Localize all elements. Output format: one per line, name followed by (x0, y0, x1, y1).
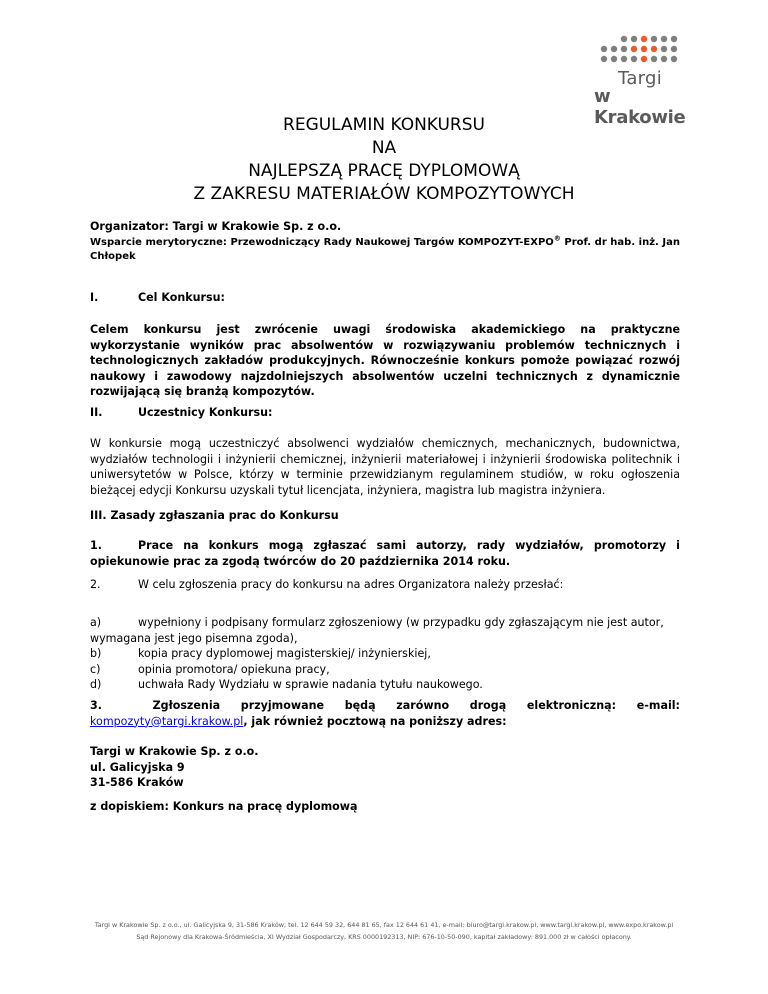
point-3-word: zarówno (396, 699, 450, 712)
point-3-first-line (90, 698, 680, 714)
section-1-number: I. (90, 291, 99, 304)
support-suffix: Prof. dr hab. inż. Jan Chłopek (90, 237, 680, 262)
footer-line-2: Sąd Rejonowy dla Krakowa-Śródmieścia, XI Wydział Gospodarczy, KRS 0000192313, NIP: 676-10-50-090, kapitał zakładowy: 891.000 zł w całości opłacony. (136, 933, 632, 941)
list-item (90, 646, 680, 662)
title-line-2: NA (371, 138, 397, 158)
item-text: wypełniony i podpisany formularz zgłoszeniowy (w przypadku gdy zgłaszającym nie jest autor, (138, 616, 664, 629)
page-footer (0, 919, 768, 943)
item-text: opinia promotora/ opiekuna pracy, (138, 662, 330, 676)
logo-dot (621, 36, 627, 42)
company-logo (590, 34, 700, 128)
point-3-word: będą (344, 699, 376, 712)
logo-dots-icon (598, 34, 682, 70)
section-1-title: Cel Konkursu: (138, 291, 225, 304)
postal-address (90, 744, 680, 791)
title-line-4: Z ZAKRESU MATERIAŁÓW KOMPOZYTOWYCH (193, 184, 575, 204)
logo-dot (631, 56, 637, 62)
section-2-heading (90, 406, 272, 419)
section-3-heading: III. Zasady zgłaszania prac do Konkursu (90, 509, 339, 522)
item-label: b) (90, 647, 102, 660)
point-3-word: Zgłoszenia (152, 699, 221, 712)
document-title (0, 114, 768, 206)
section-3-point-2 (90, 577, 680, 593)
logo-dot (601, 56, 607, 62)
item-label: a) (90, 616, 102, 629)
attachments-list (90, 615, 680, 693)
point-3-word: drogą (469, 699, 507, 712)
contact-email-link[interactable]: kompozyty@targi.krakow.pl (90, 714, 244, 728)
support-prefix: Wsparcie merytoryczne: Przewodniczący Rady Naukowej Targów KOMPOZYT-EXPO (90, 237, 554, 248)
title-line-1: REGULAMIN KONKURSU (283, 115, 485, 135)
logo-dot (671, 56, 677, 62)
logo-dot (651, 46, 657, 52)
item-text: uchwała Rady Wydziału w sprawie nadania tytułu naukowego. (138, 678, 483, 691)
logo-text-w-krakowie: w Krakowie (594, 86, 686, 128)
point-3-word: elektroniczną: (526, 699, 617, 712)
list-item-continuation (90, 631, 680, 647)
logo-dot (641, 36, 647, 42)
logo-dot (651, 36, 657, 42)
section-3-point-1 (90, 538, 680, 569)
point-3-number: 3. (90, 699, 102, 712)
logo-dot (661, 46, 667, 52)
address-line-1: Targi w Krakowie Sp. z o.o. (90, 745, 259, 758)
item-label: c) (90, 662, 101, 676)
list-item (90, 677, 680, 693)
logo-dot (631, 36, 637, 42)
point-1-text: Prace na konkurs mogą zgłaszać sami autorzy, rady wydziałów, promotorzy i opiekunowie prac za zgodą twórców do 20 października 2014 roku. (90, 539, 680, 568)
point-2-text: W celu zgłoszenia pracy do konkursu na adres Organizatora należy przesłać: (138, 578, 564, 591)
logo-dot (641, 46, 647, 52)
item-text: kopia pracy dyplomowej magisterskiej/ inżynierskiej, (138, 647, 431, 660)
logo-text-targi: Targi (618, 68, 663, 89)
section-2-number: II. (90, 406, 103, 419)
point-3-word: przyjmowane (240, 699, 325, 712)
logo-dot (671, 46, 677, 52)
logo-dot (611, 46, 617, 52)
organizer-line: Organizator: Targi w Krakowie Sp. z o.o. (90, 220, 342, 233)
point-3-rest: , jak również pocztową na poniższy adres: (243, 714, 507, 728)
logo-dot (651, 56, 657, 62)
logo-dot (631, 46, 637, 52)
logo-dot (601, 46, 607, 52)
section-1-body: Celem konkursu jest zwrócenie uwagi środowiska akademickiego na praktyczne wykorzystanie wyników prac absolwentów w rozwiązywaniu problemów technicznych i technologicznych zakładów produkcyjnych. Równocześnie konkurs pomoże powiązać rozwój naukowy i zawodowy najzdolniejszych absolwentów uczelni technicznych z dynamicznie rozwijającą się branżą kompozytów. (90, 323, 680, 398)
logo-dot (661, 36, 667, 42)
list-item (90, 615, 680, 631)
logo-dot (611, 56, 617, 62)
section-3-point-3 (90, 698, 680, 729)
registered-mark: ® (553, 234, 561, 243)
title-line-3: NAJLEPSZĄ PRACĘ DYPLOMOWĄ (248, 161, 520, 181)
section-2-body: W konkursie mogą uczestniczyć absolwenci wydziałów chemicznych, mechanicznych, budownictwa, wydziałów technologii i inżynierii chemicznej, inżynierii materiałowej i inżynierii środowiska politechnik i uniwersytetów w Polsce, którzy w terminie przewidzianym regulaminem studiów, w roku ogłoszenia bieżącej edycji Konkursu uzyskali tytuł licencjata, inżyniera, magistra lub magistra inżyniera. (90, 437, 680, 497)
list-item (90, 662, 680, 678)
item-text: wymagana jest jego pisemna zgoda), (90, 631, 298, 645)
point-2-number: 2. (90, 578, 101, 591)
logo-dot (641, 56, 647, 62)
support-line (90, 236, 680, 264)
point-3-second-line (90, 714, 680, 730)
section-2-title: Uczestnicy Konkursu: (138, 406, 273, 419)
point-3-word: e-mail: (636, 699, 680, 712)
address-line-2: ul. Galicyjska 9 (90, 760, 185, 774)
logo-dot (671, 36, 677, 42)
address-line-3: 31-586 Kraków (90, 776, 184, 789)
logo-dot (621, 56, 627, 62)
logo-dot (661, 56, 667, 62)
envelope-note: z dopiskiem: Konkurs na pracę dyplomową (90, 800, 358, 813)
point-1-number: 1. (90, 539, 102, 552)
logo-dot (621, 46, 627, 52)
section-1-heading (90, 291, 225, 304)
item-label: d) (90, 678, 102, 691)
footer-line-1: Targi w Krakowie Sp. z o.o., ul. Galicyjska 9, 31-586 Kraków; tel. 12 644 59 32, 644 81 65, fax 12 644 61 41, e-mail: biuro@targi.krakow.pl, www.targi.krakow.pl, www.expo.krakow.pl (94, 921, 674, 929)
